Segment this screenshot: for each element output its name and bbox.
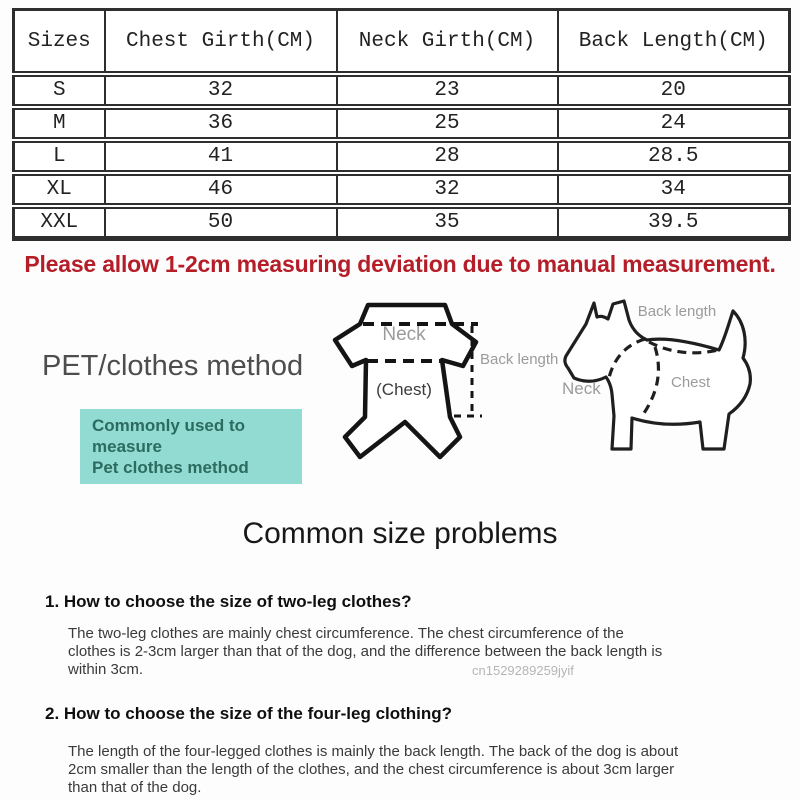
faq-question-1: 1. How to choose the size of two-leg clothes? [45, 592, 412, 611]
faq-answer-2-line: 2cm smaller than the length of the clothes, and the chest circumference is about 3cm larger [68, 761, 675, 778]
table-row [14, 140, 790, 173]
measuring-deviation-notice: Please allow 1-2cm measuring deviation due to manual measurement. [24, 251, 776, 277]
seller-watermark: cn1529289259jyif [472, 663, 574, 678]
table-row [14, 74, 790, 107]
size-cell: M [14, 107, 105, 140]
clothes-chest-label: (Chest) [376, 380, 432, 399]
chest-cell: 36 [105, 107, 337, 140]
neck-cell: 35 [337, 206, 558, 239]
neck-cell: 25 [337, 107, 558, 140]
back-cell: 34 [558, 173, 790, 206]
table-row [14, 173, 790, 206]
clothes-backlength-label: Back length [480, 351, 559, 368]
clothes-neck-label: Neck [382, 324, 426, 345]
faq-answer-2-line: The length of the four-legged clothes is mainly the back length. The back of the dog is about [68, 743, 679, 760]
dog-backlength-label: Back length [637, 303, 717, 320]
table-header-row [14, 10, 790, 75]
table-row [14, 206, 790, 239]
faq-answer-2-line: than that of the dog. [68, 779, 202, 796]
col-header-chest: Chest Girth(CM) [105, 10, 337, 75]
faq-answer-1-line: clothes is 2-3cm larger than that of the dog, and the difference between the back length is [68, 643, 663, 660]
size-table-section [12, 8, 788, 241]
faq-question-2: 2. How to choose the size of the four-leg clothing? [45, 704, 453, 723]
back-cell: 24 [558, 107, 790, 140]
highlight-note-line2: Pet clothes method [92, 458, 249, 477]
dog-diagram [552, 292, 800, 482]
pet-method-title: PET/clothes method [42, 350, 304, 382]
clothes-diagram [330, 294, 559, 469]
highlight-note [80, 409, 302, 484]
dog-outline [565, 301, 750, 449]
back-cell: 20 [558, 74, 790, 107]
back-cell: 28.5 [558, 140, 790, 173]
chest-cell: 50 [105, 206, 337, 239]
col-header-back: Back Length(CM) [558, 10, 790, 75]
col-header-sizes: Sizes [14, 10, 105, 75]
size-cell: S [14, 74, 105, 107]
col-header-neck: Neck Girth(CM) [337, 10, 558, 75]
size-cell: XL [14, 173, 105, 206]
faq-answer-1 [68, 625, 768, 679]
highlight-note-line1: Commonly used to measure [92, 416, 246, 456]
neck-cell: 23 [337, 74, 558, 107]
chest-cell: 41 [105, 140, 337, 173]
table-row [14, 107, 790, 140]
faq-answer-1-line: within 3cm. [68, 661, 144, 678]
chest-cell: 32 [105, 74, 337, 107]
dog-neck-label: Neck [562, 379, 601, 398]
chest-cell: 46 [105, 173, 337, 206]
back-cell: 39.5 [558, 206, 790, 239]
size-cell: L [14, 140, 105, 173]
neck-cell: 28 [337, 140, 558, 173]
dog-chest-label: Chest [671, 374, 711, 391]
faq-answer-2 [68, 743, 768, 797]
size-table [12, 8, 791, 241]
size-cell: XXL [14, 206, 105, 239]
faq-heading: Common size problems [242, 517, 558, 550]
faq-answer-1-line: The two-leg clothes are mainly chest circumference. The chest circumference of the [68, 625, 624, 642]
neck-cell: 32 [337, 173, 558, 206]
